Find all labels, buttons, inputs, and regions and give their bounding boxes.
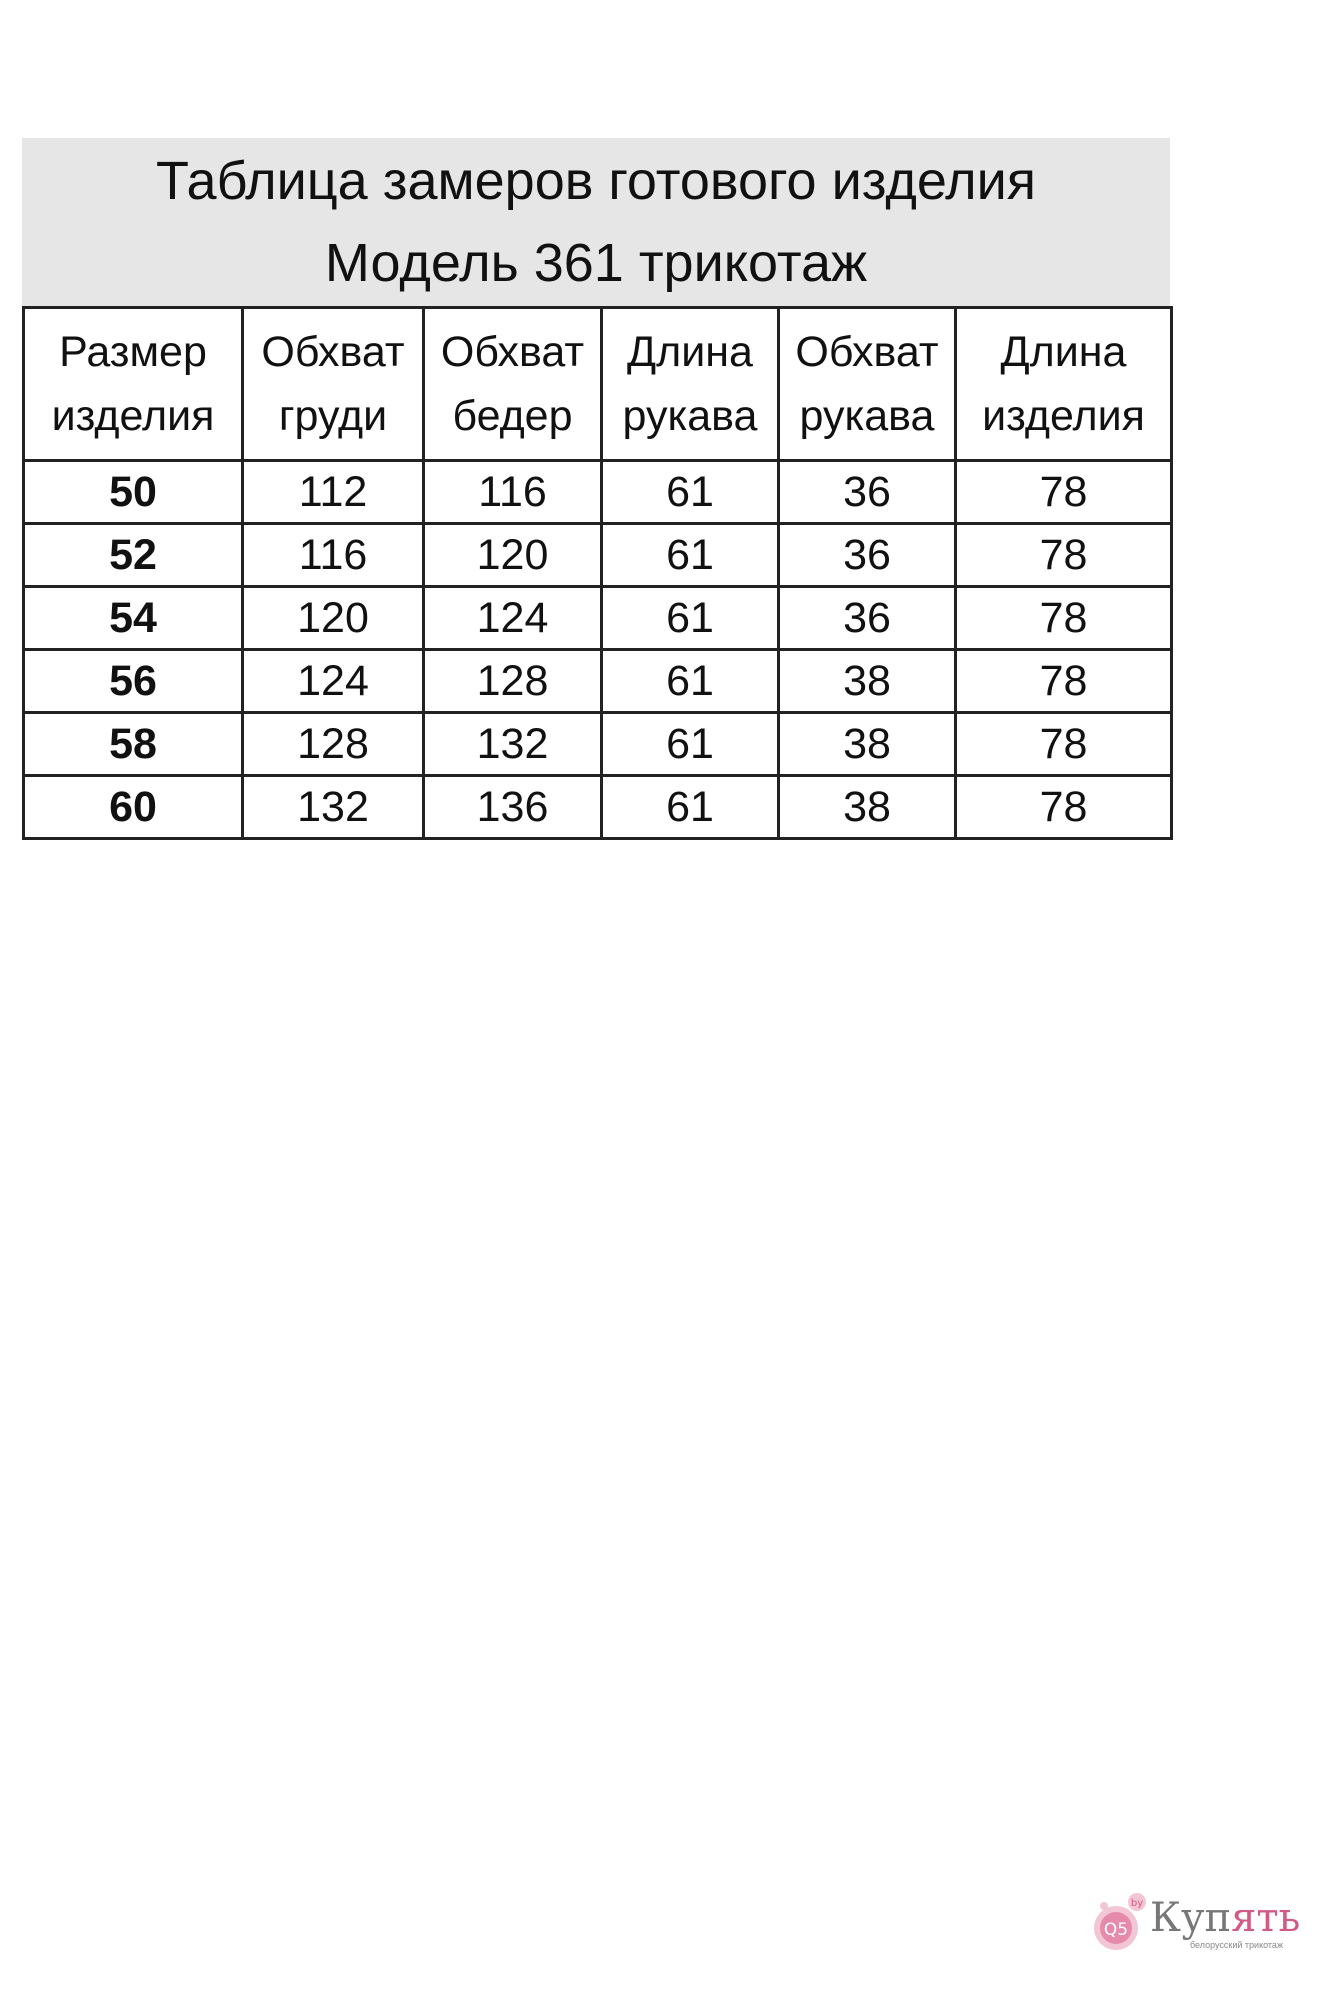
header-chest-line1: Обхват xyxy=(261,328,405,376)
header-hips-line1: Обхват xyxy=(440,328,585,376)
measurements-table xyxy=(22,306,1173,840)
sleeve-girth-cell: 38 xyxy=(779,776,956,839)
length-cell: 78 xyxy=(956,776,1172,839)
header-row xyxy=(24,308,1172,461)
header-sleeve-length xyxy=(602,308,779,461)
chest-cell: 124 xyxy=(243,650,424,713)
hips-cell: 136 xyxy=(424,776,602,839)
table-row xyxy=(24,461,1172,524)
table-row xyxy=(24,524,1172,587)
sleeve-girth-cell: 38 xyxy=(779,650,956,713)
header-hips xyxy=(424,308,602,461)
brand-tagline: белорусский трикотаж xyxy=(1190,1940,1283,1950)
header-size xyxy=(24,308,243,461)
sleeve-length-cell: 61 xyxy=(602,650,779,713)
table-row xyxy=(24,776,1172,839)
hips-cell: 124 xyxy=(424,587,602,650)
sleeve-girth-cell: 38 xyxy=(779,713,956,776)
size-cell: 60 xyxy=(24,776,243,839)
header-hips-line2: бедер xyxy=(452,392,573,440)
size-cell: 52 xyxy=(24,524,243,587)
header-length xyxy=(956,308,1172,461)
size-cell: 58 xyxy=(24,713,243,776)
sleeve-girth-cell: 36 xyxy=(779,524,956,587)
size-cell: 56 xyxy=(24,650,243,713)
length-cell: 78 xyxy=(956,650,1172,713)
chest-cell: 116 xyxy=(243,524,424,587)
hips-cell: 116 xyxy=(424,461,602,524)
hips-cell: 132 xyxy=(424,713,602,776)
table-row xyxy=(24,587,1172,650)
table-title xyxy=(22,138,1170,306)
sleeve-length-cell: 61 xyxy=(602,587,779,650)
brand-mark-badge: by xyxy=(1130,1898,1144,1909)
length-cell: 78 xyxy=(956,524,1172,587)
header-sleeve-girth-line1: Обхват xyxy=(795,328,939,376)
brand-mark-text: Q5 xyxy=(1103,1920,1129,1940)
brand-mark-icon xyxy=(1092,1888,1154,1958)
length-cell: 78 xyxy=(956,587,1172,650)
header-length-line1: Длина xyxy=(1000,328,1127,376)
title-line-1: Таблица замеров готового изделия xyxy=(155,151,1036,211)
length-cell: 78 xyxy=(956,461,1172,524)
header-sleeve-girth xyxy=(779,308,956,461)
header-sleeve-length-line2: рукава xyxy=(622,392,758,440)
brand-logo xyxy=(1092,1888,1301,1968)
header-sleeve-length-line1: Длина xyxy=(627,328,753,376)
size-cell: 54 xyxy=(24,587,243,650)
brand-name-part2: ять xyxy=(1231,1895,1301,1941)
size-chart xyxy=(22,138,1170,840)
header-size-line1: Размер xyxy=(59,328,207,376)
size-cell: 50 xyxy=(24,461,243,524)
brand-name-part1: Куп xyxy=(1150,1895,1232,1941)
length-cell: 78 xyxy=(956,713,1172,776)
header-chest xyxy=(243,308,424,461)
header-sleeve-girth-line2: рукава xyxy=(799,392,935,440)
table-row xyxy=(24,713,1172,776)
header-size-line2: изделия xyxy=(51,392,215,440)
chest-cell: 128 xyxy=(243,713,424,776)
sleeve-length-cell: 61 xyxy=(602,524,779,587)
title-line-2: Модель 361 трикотаж xyxy=(324,233,868,293)
sleeve-length-cell: 61 xyxy=(602,776,779,839)
sleeve-girth-cell: 36 xyxy=(779,587,956,650)
table-row xyxy=(24,650,1172,713)
sleeve-length-cell: 61 xyxy=(602,461,779,524)
sleeve-length-cell: 61 xyxy=(602,713,779,776)
chest-cell: 132 xyxy=(243,776,424,839)
sleeve-girth-cell: 36 xyxy=(779,461,956,524)
hips-cell: 128 xyxy=(424,650,602,713)
hips-cell: 120 xyxy=(424,524,602,587)
chest-cell: 112 xyxy=(243,461,424,524)
header-chest-line2: груди xyxy=(278,392,388,440)
brand-name xyxy=(1150,1894,1300,1942)
chest-cell: 120 xyxy=(243,587,424,650)
header-length-line2: изделия xyxy=(982,392,1145,440)
